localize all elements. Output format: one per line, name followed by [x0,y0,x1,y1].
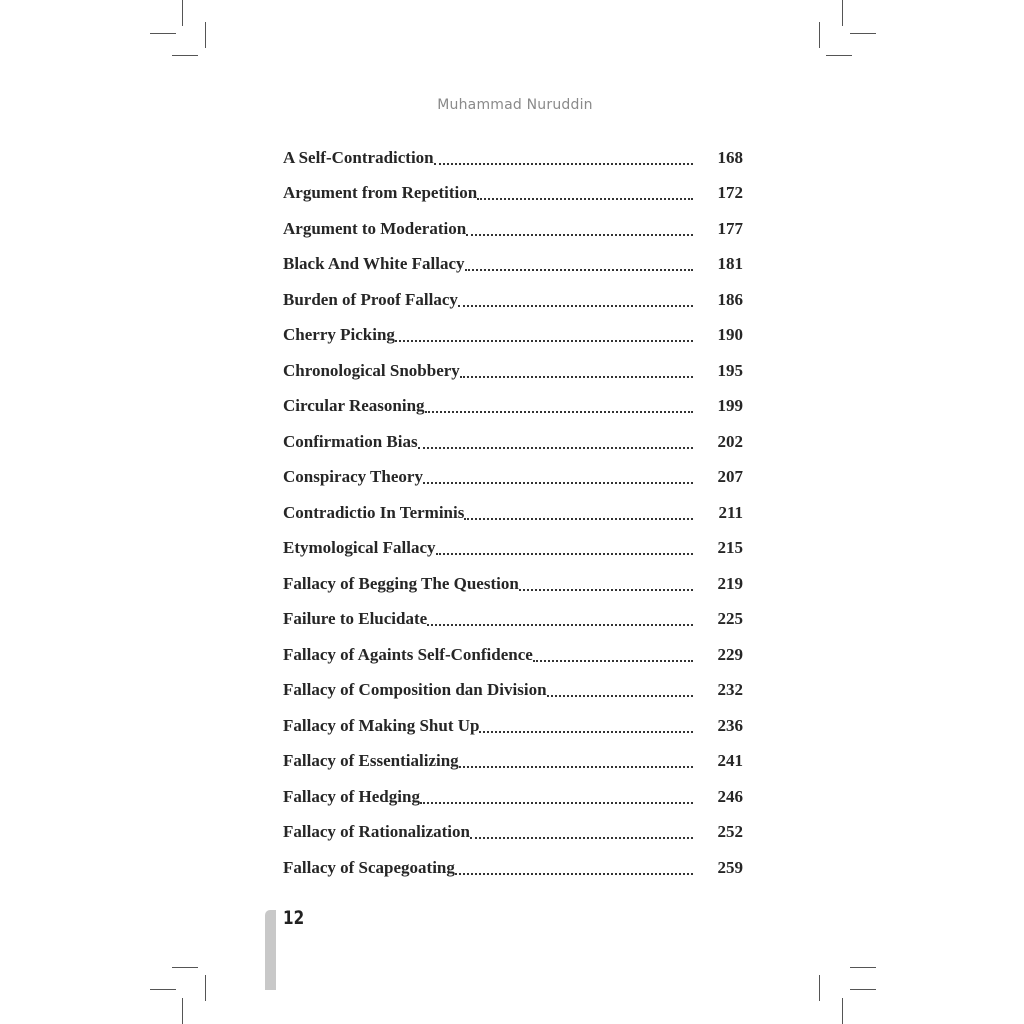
toc-entry [283,566,743,602]
toc-entry-page: 211 [718,502,743,522]
toc-entry-page: 168 [717,147,743,167]
toc-dot-leader [395,337,693,342]
toc-entry [283,424,743,460]
crop-mark [850,33,876,34]
toc-dot-leader [423,479,693,484]
toc-entry-title: Fallacy of Scapegoating [283,857,455,877]
toc-dot-leader [519,586,693,591]
toc-entry-page: 202 [717,431,743,451]
toc-entry-title: Circular Reasoning [283,396,425,416]
toc-entry-title: A Self-Contradiction [283,147,434,167]
toc-entry-page: 225 [717,609,743,629]
toc-entry-page: 199 [717,396,743,416]
crop-mark [172,55,198,56]
toc-entry-page: 232 [717,680,743,700]
toc-entry-title: Burden of Proof Fallacy [283,289,458,309]
toc-entry-title: Argument from Repetition [283,183,478,203]
toc-entry-page: 172 [717,183,743,203]
toc-entry-title: Fallacy of Rationalization [283,822,470,842]
toc-entry-title: Failure to Elucidate [283,609,428,629]
toc-entry [283,460,743,496]
toc-entry-page: 207 [717,467,743,487]
crop-mark [150,989,176,990]
crop-mark [182,998,183,1024]
toc-entry [283,247,743,283]
folio-bar [265,910,276,990]
toc-entry [283,602,743,638]
toc-entry [283,779,743,815]
toc-entry-title: Fallacy of Hedging [283,786,420,806]
toc-entry-page: 229 [717,644,743,664]
toc-entry-page: 246 [717,786,743,806]
toc-entry-page: 195 [717,360,743,380]
toc-dot-leader [477,195,693,200]
crop-mark [842,998,843,1024]
toc-entry-page: 219 [717,573,743,593]
toc-entry [283,531,743,567]
toc-entry [283,673,743,709]
toc-entry [283,140,743,176]
toc-entry-title: Fallacy of Composition dan Division [283,680,547,700]
toc-entry-page: 236 [717,715,743,735]
toc-dot-leader [434,160,693,165]
crop-mark [172,967,198,968]
toc-entry-page: 241 [717,751,743,771]
toc-entry-title: Contradictio In Terminis [283,502,465,522]
toc-entry-page: 190 [717,325,743,345]
crop-mark [819,22,820,48]
toc-entry-title: Confirmation Bias [283,431,418,451]
toc-dot-leader [464,515,693,520]
toc-entry [283,495,743,531]
toc-entry-page: 181 [717,254,743,274]
crop-mark [842,0,843,26]
toc-dot-leader [466,231,693,236]
toc-entry-page: 177 [717,218,743,238]
toc-entry [283,850,743,886]
toc-entry-title: Fallacy of Againts Self-Confidence [283,644,533,664]
crop-mark [819,975,820,1001]
toc-entry [283,708,743,744]
table-of-contents [283,140,743,886]
toc-entry-title: Fallacy of Begging The Question [283,573,519,593]
toc-entry-title: Black And White Fallacy [283,254,465,274]
toc-entry-page: 259 [717,857,743,877]
toc-entry [283,353,743,389]
toc-entry [283,389,743,425]
toc-entry [283,282,743,318]
toc-dot-leader [479,728,693,733]
toc-dot-leader [547,692,693,697]
toc-entry-title: Etymological Fallacy [283,538,436,558]
toc-entry-title: Chronological Snobbery [283,360,460,380]
toc-entry-page: 215 [717,538,743,558]
toc-dot-leader [418,444,693,449]
crop-mark [205,22,206,48]
toc-entry-title: Fallacy of Making Shut Up [283,715,480,735]
toc-dot-leader [470,834,693,839]
crop-mark [850,989,876,990]
toc-dot-leader [465,266,693,271]
toc-dot-leader [455,870,693,875]
toc-dot-leader [460,373,693,378]
toc-dot-leader [436,550,693,555]
running-head-author: Muhammad Nuruddin [437,97,593,113]
toc-entry [283,318,743,354]
page-number: 12 [283,907,305,929]
toc-dot-leader [425,408,693,413]
toc-dot-leader [427,621,693,626]
toc-entry-title: Fallacy of Essentializing [283,751,459,771]
toc-dot-leader [459,763,693,768]
toc-entry-title: Cherry Picking [283,325,395,345]
toc-dot-leader [533,657,693,662]
toc-entry [283,176,743,212]
toc-entry [283,744,743,780]
toc-entry [283,211,743,247]
toc-entry [283,637,743,673]
toc-entry [283,815,743,851]
crop-mark [826,55,852,56]
toc-dot-leader [420,799,693,804]
toc-entry-title: Argument to Moderation [283,218,467,238]
crop-mark [150,33,176,34]
crop-mark [182,0,183,26]
toc-entry-page: 186 [717,289,743,309]
toc-dot-leader [458,302,693,307]
toc-entry-page: 252 [717,822,743,842]
crop-mark [205,975,206,1001]
toc-entry-title: Conspiracy Theory [283,467,423,487]
crop-mark [850,967,876,968]
